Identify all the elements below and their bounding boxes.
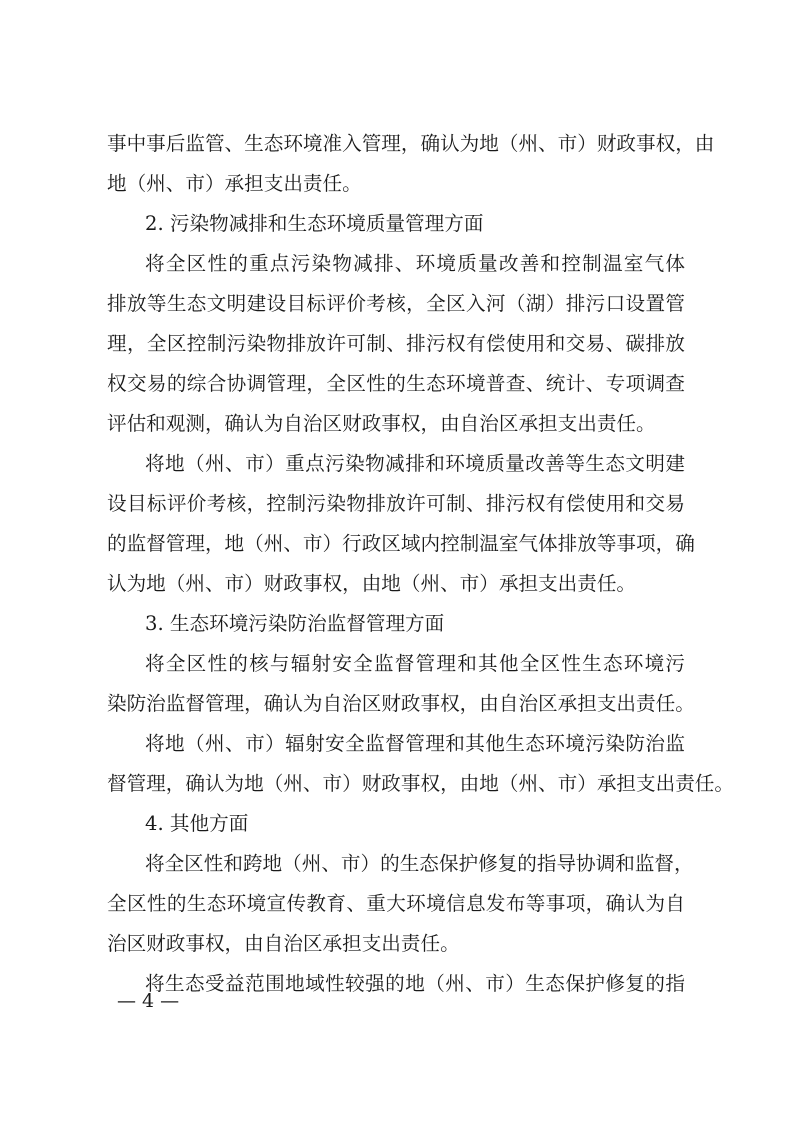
paragraph-line: 全区性的生态环境宣传教育、重大环境信息发布等事项，确认为自 (107, 892, 685, 915)
section-heading: 2. 污染物减排和生态环境质量管理方面 (145, 212, 484, 235)
paragraph-line: 治区财政事权，由自治区承担支出责任。 (107, 932, 460, 955)
paragraph-line: 理，全区控制污染物排放许可制、排污权有偿使用和交易、碳排放 (107, 332, 685, 355)
page-number: — 4 — (117, 990, 180, 1012)
paragraph-line: 将生态受益范围地域性较强的地（州、市）生态保护修复的指 (145, 972, 685, 995)
paragraph-line: 事中事后监管、生态环境准入管理，确认为地（州、市）财政事权，由 (107, 132, 715, 155)
paragraph-line: 将全区性的核与辐射安全监督管理和其他全区性生态环境污 (145, 652, 685, 675)
section-heading: 4. 其他方面 (145, 812, 249, 835)
paragraph-line: 排放等生态文明建设目标评价考核，全区入河（湖）排污口设置管 (107, 292, 685, 315)
paragraph-line: 将全区性的重点污染物减排、环境质量改善和控制温室气体 (145, 252, 685, 275)
paragraph-line: 认为地（州、市）财政事权，由地（州、市）承担支出责任。 (107, 572, 637, 595)
paragraph-line: 的监督管理，地（州、市）行政区域内控制温室气体排放等事项，确 (107, 532, 695, 555)
section-heading: 3. 生态环境污染防治监督管理方面 (145, 612, 445, 635)
paragraph-line: 设目标评价考核，控制污染物排放许可制、排污权有偿使用和交易 (107, 492, 685, 515)
paragraph-line: 将地（州、市）重点污染物减排和环境质量改善等生态文明建 (145, 452, 685, 475)
paragraph-line: 地（州、市）承担支出责任。 (107, 172, 362, 195)
paragraph-line: 权交易的综合协调管理，全区性的生态环境普查、统计、专项调查 (107, 372, 685, 395)
paragraph-line: 评估和观测，确认为自治区财政事权，由自治区承担支出责任。 (107, 412, 656, 435)
paragraph-line: 督管理，确认为地（州、市）财政事权，由地（州、市）承担支出责任。 (107, 772, 734, 795)
paragraph-line: 染防治监督管理，确认为自治区财政事权，由自治区承担支出责任。 (107, 692, 695, 715)
paragraph-line: 将地（州、市）辐射安全监督管理和其他生态环境污染防治监 (145, 732, 685, 755)
paragraph-line: 将全区性和跨地（州、市）的生态保护修复的指导协调和监督， (145, 852, 694, 875)
